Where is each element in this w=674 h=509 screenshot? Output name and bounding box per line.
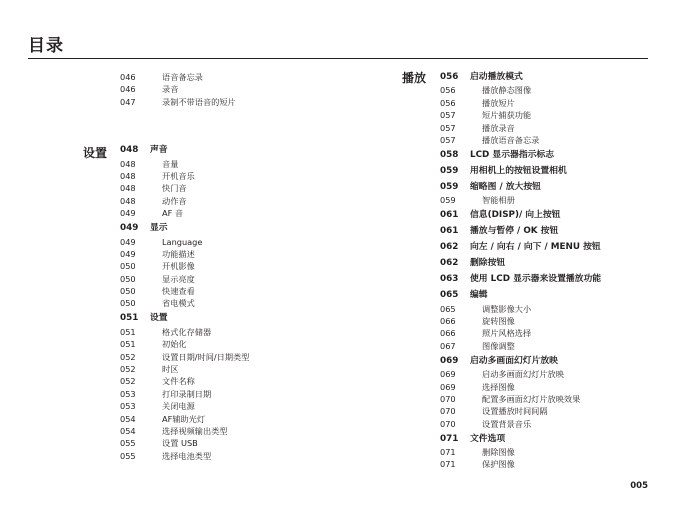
toc-item-text: 播放短片 <box>482 97 515 108</box>
toc-heading-text: 缩略图 / 放大按钮 <box>470 181 541 192</box>
toc-item-text: 快门音 <box>162 183 187 194</box>
toc-item[interactable] <box>440 418 650 430</box>
toc-page-number: 048 <box>120 145 139 156</box>
toc-page-number: 048 <box>120 183 136 194</box>
toc-item-text: 保护图像 <box>482 459 515 470</box>
toc-item-text: 打印录制日期 <box>162 388 212 399</box>
toc-heading-text: 用相机上的按钮设置相机 <box>470 165 567 176</box>
toc-page-number: 057 <box>440 122 456 133</box>
toc-heading-text: 启动多画面幻灯片放映 <box>470 355 558 366</box>
toc-item-text: 选择视频输出类型 <box>162 425 228 436</box>
toc-heading[interactable] <box>440 355 650 368</box>
toc-item[interactable] <box>120 71 380 83</box>
toc-page-number: 054 <box>120 425 136 436</box>
toc-item-text: 关闭电源 <box>162 401 195 412</box>
toc-page-number: 057 <box>440 134 456 145</box>
toc-page-number: 062 <box>440 242 459 253</box>
toc-page-number: 051 <box>120 326 136 337</box>
toc-page-number: 056 <box>440 97 456 108</box>
toc-heading[interactable] <box>120 312 380 325</box>
toc-heading-text: 信息(DISP)/ 向上按钮 <box>470 210 561 221</box>
toc-page-number: 055 <box>120 450 136 461</box>
toc-item-text: 音量 <box>162 158 179 169</box>
toc-heading[interactable] <box>440 71 650 84</box>
section-name-settings: 设置 <box>83 146 108 160</box>
toc-item[interactable] <box>440 194 650 206</box>
toc-item[interactable] <box>120 297 380 309</box>
toc-item-text: 智能相册 <box>482 195 515 206</box>
toc-item[interactable] <box>120 96 380 108</box>
toc-page-number: 070 <box>440 418 456 429</box>
section-name-playback: 播放 <box>402 71 427 85</box>
toc-page-number: 056 <box>440 72 459 82</box>
toc-item[interactable] <box>440 303 650 315</box>
toc-page-number: 063 <box>440 274 459 285</box>
right-column <box>440 71 650 471</box>
toc-heading[interactable] <box>440 209 650 222</box>
toc-heading[interactable] <box>440 225 650 238</box>
toc-item-text: 省电模式 <box>162 298 195 309</box>
toc-page-number: 053 <box>120 388 136 399</box>
toc-heading-text: 设置 <box>150 313 168 324</box>
toc-page-number: 067 <box>440 340 456 351</box>
toc-page-number: 069 <box>440 369 456 380</box>
toc-page-number: 070 <box>440 406 456 417</box>
toc-item-text: 短片捕获功能 <box>482 110 532 121</box>
toc-heading-text: 删除按钮 <box>470 258 506 269</box>
toc-item-text: 照片风格选择 <box>482 328 532 339</box>
toc-item-text: 选择图像 <box>482 381 515 392</box>
toc-item-text: 播放录音 <box>482 122 515 133</box>
toc-page-number: 054 <box>120 413 136 424</box>
toc-heading[interactable] <box>440 257 650 270</box>
toc-page-number: 053 <box>120 401 136 412</box>
toc-heading[interactable] <box>440 289 650 302</box>
toc-item-text: 设置 USB <box>162 438 198 449</box>
toc-page-number: 046 <box>120 72 136 82</box>
toc-item-text: 播放静态图像 <box>482 85 532 96</box>
toc-item[interactable] <box>120 326 380 338</box>
toc-item[interactable] <box>440 446 650 458</box>
toc-heading[interactable] <box>440 149 650 162</box>
toc-item[interactable] <box>440 327 650 339</box>
toc-item[interactable] <box>440 405 650 417</box>
toc-item-text: 配置多画面幻灯片放映效果 <box>482 393 581 404</box>
toc-page-number: 049 <box>120 236 136 247</box>
toc-page-number: 059 <box>440 195 456 206</box>
page-number: 005 <box>630 481 648 491</box>
toc-page-number: 071 <box>440 459 456 470</box>
toc-item-text: 设置日期/时间/日期类型 <box>162 351 250 362</box>
toc-item[interactable] <box>440 134 650 146</box>
toc-heading-text: 显示 <box>150 223 168 234</box>
toc-item-text: 设置背景音乐 <box>482 418 532 429</box>
page-title: 目录 <box>28 36 64 56</box>
toc-page-number: 050 <box>120 286 136 297</box>
toc-page-number: 048 <box>120 170 136 181</box>
toc-heading-text: 使用 LCD 显示器来设置播放功能 <box>470 274 602 285</box>
toc-page-number: 051 <box>120 339 136 350</box>
left-column <box>120 71 380 462</box>
toc-item-text: 开机音乐 <box>162 170 195 181</box>
toc-page-number: 069 <box>440 355 459 366</box>
toc-heading-text: 向左 / 向右 / 向下 / MENU 按钮 <box>470 242 601 253</box>
toc-item-text: 录制不带语音的短片 <box>162 96 236 107</box>
toc-page-number: 069 <box>440 381 456 392</box>
toc-item[interactable] <box>120 260 380 272</box>
toc-page-number: 048 <box>120 158 136 169</box>
toc-item[interactable] <box>440 109 650 121</box>
toc-heading-text: 声音 <box>150 145 168 156</box>
toc-page-number: 065 <box>440 290 459 301</box>
toc-page-number: 057 <box>440 110 456 121</box>
toc-item[interactable] <box>120 413 380 425</box>
toc-page-number: 050 <box>120 298 136 309</box>
toc-item-text: 选择电池类型 <box>162 450 212 461</box>
toc-page-number: 048 <box>120 195 136 206</box>
title-divider <box>28 58 648 59</box>
toc-item-text: 时区 <box>162 364 179 374</box>
toc-page-number: 050 <box>120 273 136 284</box>
toc-item[interactable] <box>440 340 650 352</box>
toc-item[interactable] <box>120 170 380 182</box>
toc-item[interactable] <box>440 393 650 405</box>
toc-spacer <box>120 108 380 144</box>
toc-page-number: 049 <box>120 223 139 234</box>
toc-item-text: 快速查看 <box>162 286 195 297</box>
toc-item[interactable] <box>120 388 380 400</box>
toc-item[interactable] <box>120 195 380 207</box>
toc-page-number: 046 <box>120 84 136 95</box>
toc-item[interactable] <box>120 375 380 387</box>
toc-page-number: 062 <box>440 258 459 269</box>
toc-page-number: 058 <box>440 149 459 160</box>
toc-heading[interactable] <box>440 241 650 254</box>
toc-item-text: 初始化 <box>162 339 187 350</box>
toc-page-number: 071 <box>440 447 456 458</box>
toc-page-number: 066 <box>440 315 456 326</box>
toc-item-text: AF辅助光灯 <box>162 413 206 424</box>
toc-item[interactable] <box>120 425 380 437</box>
toc-item-text: 显示亮度 <box>162 273 195 284</box>
toc-page-number: 049 <box>120 208 136 219</box>
toc-page-number: 051 <box>120 313 139 324</box>
toc-page-number: 061 <box>440 210 459 221</box>
toc-page-number: 052 <box>120 364 136 374</box>
toc-heading[interactable] <box>440 181 650 194</box>
toc-heading[interactable] <box>440 433 650 446</box>
toc-item[interactable] <box>120 450 380 462</box>
toc-item-text: 录音 <box>162 84 179 95</box>
toc-item-text: 图像调整 <box>482 340 515 351</box>
toc-page-number: 049 <box>120 248 136 259</box>
toc-item-text: 文件名称 <box>162 376 195 387</box>
toc-heading-text: 启动播放模式 <box>470 72 523 82</box>
toc-item-text: AF 音 <box>162 208 184 219</box>
toc-item-text: 播放语音备忘录 <box>482 134 540 145</box>
toc-item[interactable] <box>120 182 380 194</box>
toc-item[interactable] <box>440 458 650 470</box>
toc-page-number: 059 <box>440 181 459 192</box>
toc-item[interactable] <box>120 207 380 219</box>
toc-item-text: 开机影像 <box>162 261 195 272</box>
toc-heading-text: 播放与暂停 / OK 按钮 <box>470 226 559 237</box>
toc-page-number: 061 <box>440 226 459 237</box>
toc-heading-text: LCD 显示器指示标志 <box>470 149 555 160</box>
toc-heading[interactable] <box>120 144 380 157</box>
toc-item-text: 动作音 <box>162 195 187 206</box>
toc-item[interactable] <box>120 363 380 375</box>
toc-item[interactable] <box>120 83 380 95</box>
toc-heading[interactable] <box>440 273 650 286</box>
toc-item[interactable] <box>120 273 380 285</box>
toc-heading-text: 文件选项 <box>470 433 506 444</box>
toc-item[interactable] <box>440 97 650 109</box>
toc-heading[interactable] <box>440 165 650 178</box>
toc-page-number: 059 <box>440 165 459 176</box>
toc-page-number: 055 <box>120 438 136 449</box>
toc-item[interactable] <box>440 381 650 393</box>
toc-item[interactable] <box>120 400 380 412</box>
toc-heading-text: 编辑 <box>470 290 488 301</box>
toc-item-text: Language <box>162 236 203 247</box>
toc-page-number: 056 <box>440 85 456 96</box>
toc-item-text: 格式化存储器 <box>162 326 212 337</box>
toc-page-number: 047 <box>120 96 136 107</box>
toc-item[interactable] <box>120 437 380 449</box>
toc-heading[interactable] <box>120 222 380 235</box>
toc-item[interactable] <box>120 158 380 170</box>
toc-item-text: 功能描述 <box>162 248 195 259</box>
toc-item[interactable] <box>120 351 380 363</box>
toc-item-text: 启动多画面幻灯片放映 <box>482 369 564 380</box>
toc-item[interactable] <box>120 236 380 248</box>
toc-item[interactable] <box>440 315 650 327</box>
toc-page-number: 052 <box>120 351 136 362</box>
toc-page-number: 065 <box>440 303 456 314</box>
toc-page-number: 066 <box>440 328 456 339</box>
toc-item-text: 语音备忘录 <box>162 72 203 82</box>
toc-item-text: 调整影像大小 <box>482 303 532 314</box>
toc-item-text: 删除图像 <box>482 447 515 458</box>
toc-item[interactable] <box>440 368 650 380</box>
toc-page-number: 071 <box>440 433 459 444</box>
toc-item-text: 旋转图像 <box>482 315 515 326</box>
toc-item[interactable] <box>120 248 380 260</box>
toc-page-number: 052 <box>120 376 136 387</box>
toc-item-text: 设置播放时间间隔 <box>482 406 548 417</box>
toc-item[interactable] <box>120 285 380 297</box>
toc-item[interactable] <box>440 84 650 96</box>
toc-page-number: 070 <box>440 393 456 404</box>
toc-item[interactable] <box>440 122 650 134</box>
toc-item[interactable] <box>120 338 380 350</box>
toc-page-number: 050 <box>120 261 136 272</box>
